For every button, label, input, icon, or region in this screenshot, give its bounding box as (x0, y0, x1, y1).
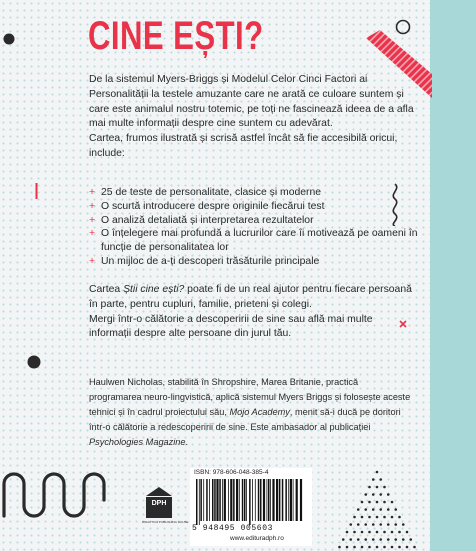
feature-list (89, 186, 419, 269)
ring-decoration (394, 18, 412, 36)
black-circle-decoration (27, 355, 41, 369)
list-item-text: O scurtă introducere despre originile fiecărui test (101, 200, 325, 212)
magazine-name: Psychologies Magazine (89, 437, 186, 447)
author-bio-part3: . (185, 437, 189, 447)
publisher-logo-subtitle: DIDACTICA PUBLISHING HOUSE (142, 520, 189, 524)
bullet-plus: + (89, 187, 96, 198)
squiggle-decoration (0, 470, 108, 520)
list-item (89, 214, 419, 228)
barcode-icon (194, 479, 308, 525)
dotted-triangle-decoration (322, 468, 432, 551)
isbn-text: ISBN: 978-606-048-385-4 (194, 469, 269, 476)
bullet-plus: + (89, 255, 96, 267)
dot-decoration (3, 33, 15, 45)
description-paragraph (89, 283, 414, 342)
publisher-logo (142, 487, 189, 524)
body-text-rest: poate fi de un real ajutor pentru fiecare persoană în parte, pentru cupluri, familie, prieteni și colegi. (89, 284, 412, 310)
intro-paragraph: De la sistemul Myers-Briggs și Modelul Celor Cinci Factori ai Personalității la testele amuzante care ne arată ce culoare suntem și care este animalul nostru totemic, pe toți ne fascinează ideea de a afla mai multe informații despre cine suntem cu adevărat. (89, 74, 414, 130)
red-tick-decoration (35, 183, 39, 199)
list-item-text: 25 de teste de personalitate, clasice și moderne (101, 187, 322, 198)
list-item-text: O înțelegere mai profundă a lucrurilor care îi motivează pe oameni în funcție de personalitatea lor (101, 228, 418, 254)
website-url: www.editurad​ph.ro (230, 535, 284, 542)
body-text-second: Mergi într-o călătorie a descoperirii de sine sau află mai multe informații despre alte persoane din jurul tău. (89, 313, 373, 340)
author-bio-part2: , menit să-i ducă pe doritori într-o călătorie a redescoperirii de sine. Este ambasador al publicației (89, 407, 401, 432)
body-text-start: Cartea (89, 284, 124, 295)
list-item (89, 200, 419, 214)
publisher-logo-text: DPH (151, 500, 167, 507)
barcode-block (190, 468, 312, 546)
lead-paragraph: Cartea, frumos ilustrată și scrisă astfel încât să fie accesibilă oricui, include: (89, 133, 398, 159)
bullet-plus: + (89, 200, 96, 212)
list-item (89, 255, 419, 269)
barcode-digits: 5 948495 005603 (192, 524, 274, 533)
list-item (89, 227, 419, 255)
spine-strip (430, 0, 476, 551)
list-item (89, 186, 419, 200)
project-name: Mojo Academy (229, 407, 290, 417)
book-title: Știi cine ești? (123, 284, 185, 295)
author-bio (89, 375, 411, 450)
list-item-text: Un mijloc de a-ți descoperi trăsăturile principale (101, 255, 320, 267)
bullet-plus: + (89, 228, 96, 240)
page-title: CINE EȘTI? (88, 14, 264, 58)
bullet-plus: + (89, 214, 96, 226)
author-bio-part1: Haulwen Nicholas, stabilită în Shropshire, Marea Britanie, practică programarea neuro-lingvistică, aplică sistemul Myers Briggs și folosește aceste tehnici și în cadrul proiectului său, (89, 377, 411, 417)
list-item-text: O analiză detaliată și interpretarea rezultatelor (101, 214, 314, 226)
